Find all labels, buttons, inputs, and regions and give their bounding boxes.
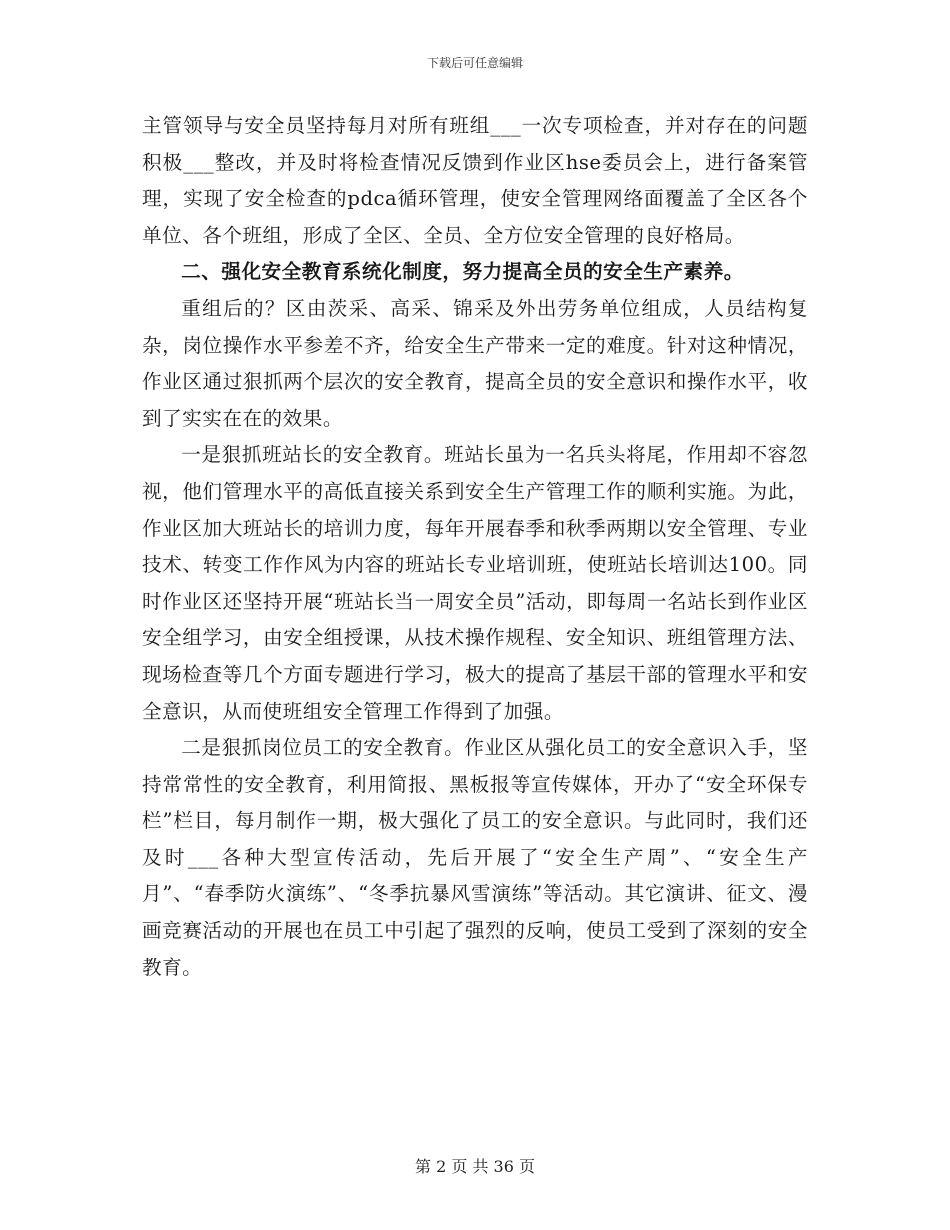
paragraph-intro: 重组后的？区由茨采、高采、锦采及外出劳务单位组成，人员结构复杂，岗位操作水平参差不齐，给安全生产带来一定的难度。针对这种情况，作业区通过狠抓两个层次的安全教育，提高全员的安全意识和操作水平，收到了实实在在的效果。 [142,296,808,430]
paragraph-team-leader-education: 一是狠抓班站长的安全教育。班站长虽为一名兵头将尾，作用却不容忽视，他们管理水平的高低直接关系到安全生产管理工作的顺利实施。为此，作业区加大班站长的培训力度，每年开展春季和秋季两期以安全管理、专业技术、转变工作作风为内容的班站长专业培训班，使班站长培训达100。同时作业区还坚持开展“班站长当一周安全员”活动，即每周一名站长到作业区安全组学习，由安全组授课，从技术操作规程、安全知识、班组管理方法、现场检查等几个方面专题进行学习，极大的提高了基层干部的管理水平和安全意识，从而使班组安全管理工作得到了加强。 [142,443,808,723]
section-heading: 二、强化安全教育系统化制度，努力提高全员的安全生产素养。 [181,260,744,284]
page-header: 下载后可任意编辑 [426,56,523,70]
paragraph-continuation: 主管领导与安全员坚持每月对所有班组___一次专项检查，并对存在的问题积极___整改，并及时将检查情况反馈到作业区hse委员会上，进行备案管理，实现了安全检查的pdca循环管理，使安全管理网络面覆盖了全区各个单位、各个班组，形成了全区、全员、全方位安全管理的良好格局。 [142,114,808,247]
page-footer: 第 2 页 共 36 页 [415,1157,535,1176]
document-body [142,108,808,986]
paragraph-employee-education: 二是狠抓岗位员工的安全教育。作业区从强化员工的安全意识入手，坚持常常性的安全教育，利用简报、黑板报等宣传媒体，开办了“安全环保专栏”栏目，每月制作一期，极大强化了员工的安全意识。与此同时，我们还及时___各种大型宣传活动，先后开展了“安全生产周”、“安全生产月”、“春季防火演练”、“冬季抗暴风雪演练”等活动。其它演讲、征文、漫画竞赛活动的开展也在员工中引起了强烈的反响，使员工受到了深刻的安全教育。 [142,736,808,979]
